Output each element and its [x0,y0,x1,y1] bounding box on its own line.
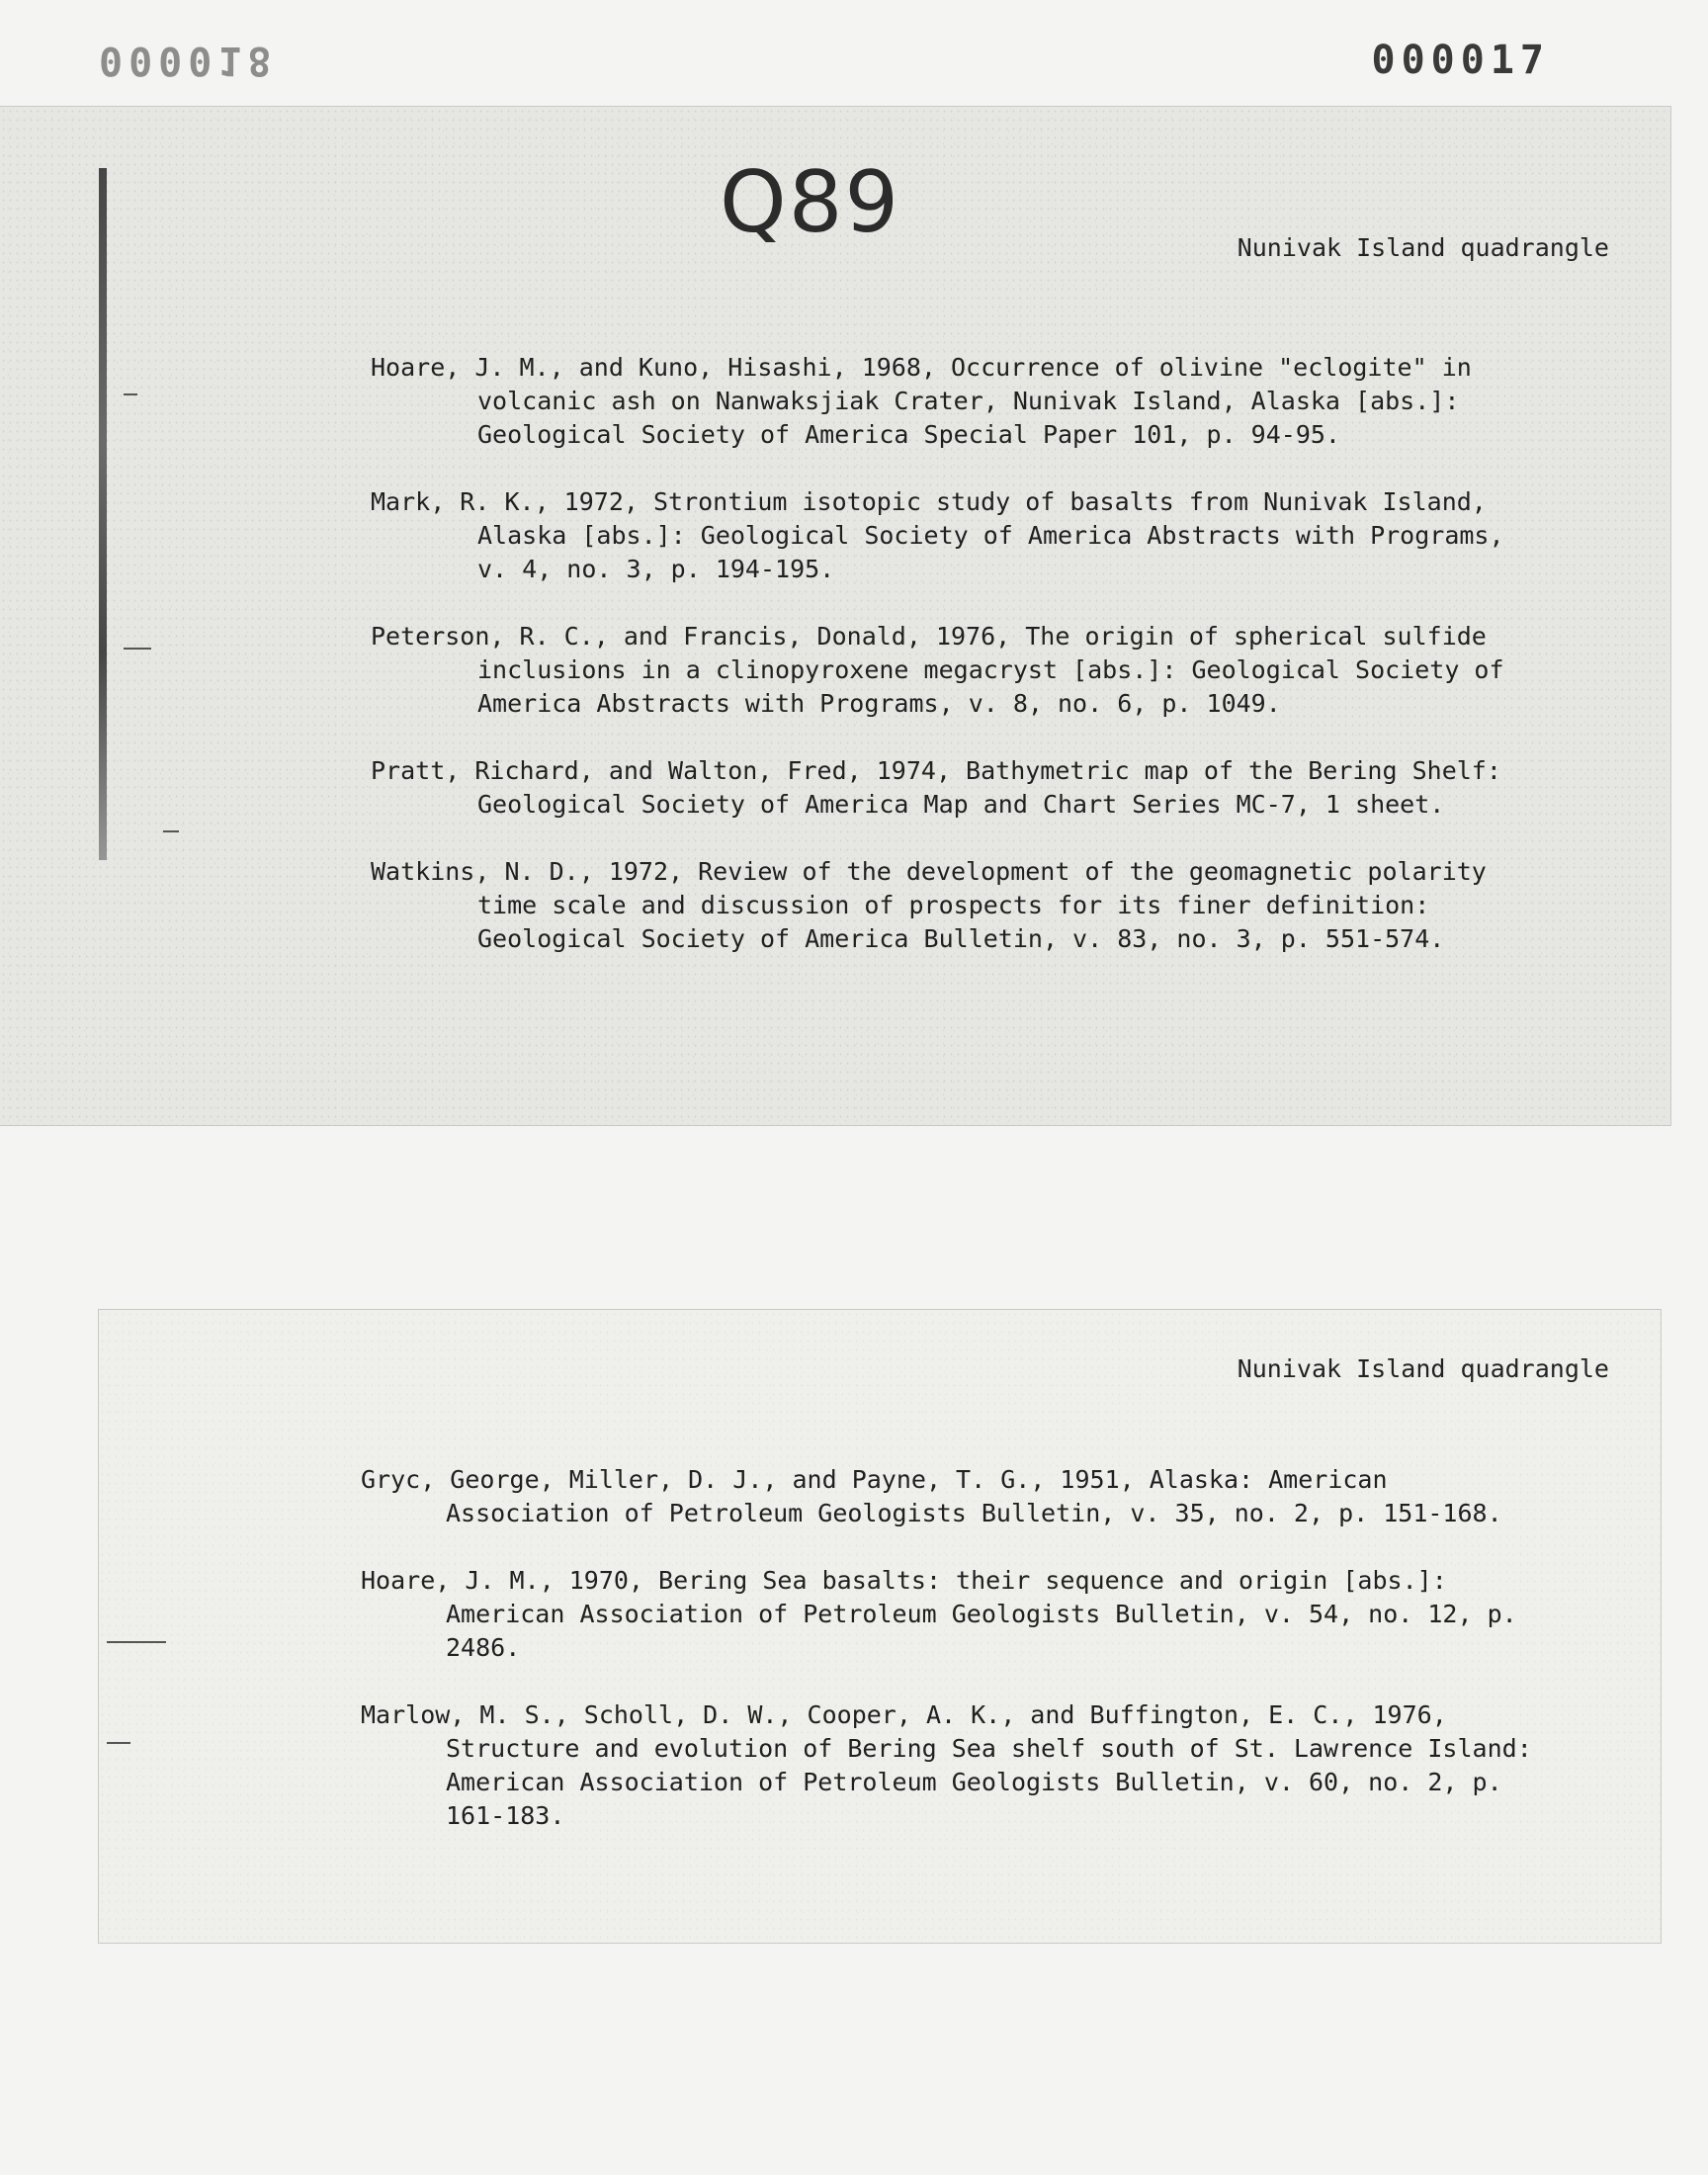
reference-entry: Gryc, George, Miller, D. J., and Payne, T. G., 1951, Alaska: American Association of Petroleum Geologists Bulletin, v. 35, no. 2, p. 151-168. [361,1465,1502,1527]
reference-entry: Pratt, Richard, and Walton, Fred, 1974, Bathymetric map of the Bering Shelf: Geological Society of America Map and Chart Series MC-7, 1 sheet. [371,756,1501,819]
reference-entry: Hoare, J. M., and Kuno, Hisashi, 1968, Occurrence of olivine "eclogite" in volcanic ash on Nanwaksjiak Crater, Nunivak Island, Alaska [abs.]: Geological Society of America Special Paper 101, p. 94-95. [371,353,1472,449]
quadrangle-heading: Nunivak Island quadrangle [1237,233,1609,262]
margin-tick [124,648,151,650]
reference-entry: Hoare, J. M., 1970, Bering Sea basalts: their sequence and origin [abs.]: American Association of Petroleum Geologists Bulletin, v. 54, no. 12, p. 2486. [361,1566,1517,1662]
reference-list [371,351,1537,990]
handwritten-card-number: Q89 [720,153,901,252]
margin-tick [107,1742,130,1744]
reference-list [361,1463,1532,1867]
reference-entry: Marlow, M. S., Scholl, D. W., Cooper, A. K., and Buffington, E. C., 1976, Structure and evolution of Bering Sea shelf south of St. Lawrence Island: American Association of Petroleum Geologists Bulletin, v. 60, no. 2, p. 161-183. [361,1700,1532,1830]
margin-tick [163,830,179,832]
margin-tick [107,1641,166,1643]
margin-tick [124,393,137,395]
reference-entry: Watkins, N. D., 1972, Review of the development of the geomagnetic polarity time scale and discussion of prospects for its finer definition: Geological Society of America Bulletin, v. 83, no. 3, p. 551-574. [371,857,1487,953]
reference-entry: Peterson, R. C., and Francis, Donald, 1976, The origin of spherical sulfide inclusions in a clinopyroxene megacryst [abs.]: Geological Society of America Abstracts with Programs, v. 8, no. 6, p. 1049. [371,622,1504,718]
reference-entry: Mark, R. K., 1972, Strontium isotopic study of basalts from Nunivak Island, Alaska [abs.]: Geological Society of America Abstracts with Programs, v. 4, no. 3, p. 194-195. [371,487,1504,583]
frame-stamp-right: 000017 [1371,38,1550,83]
margin-bar [99,168,107,860]
frame-stamp-left: 000018 [99,38,278,83]
quadrangle-heading: Nunivak Island quadrangle [1237,1354,1609,1383]
